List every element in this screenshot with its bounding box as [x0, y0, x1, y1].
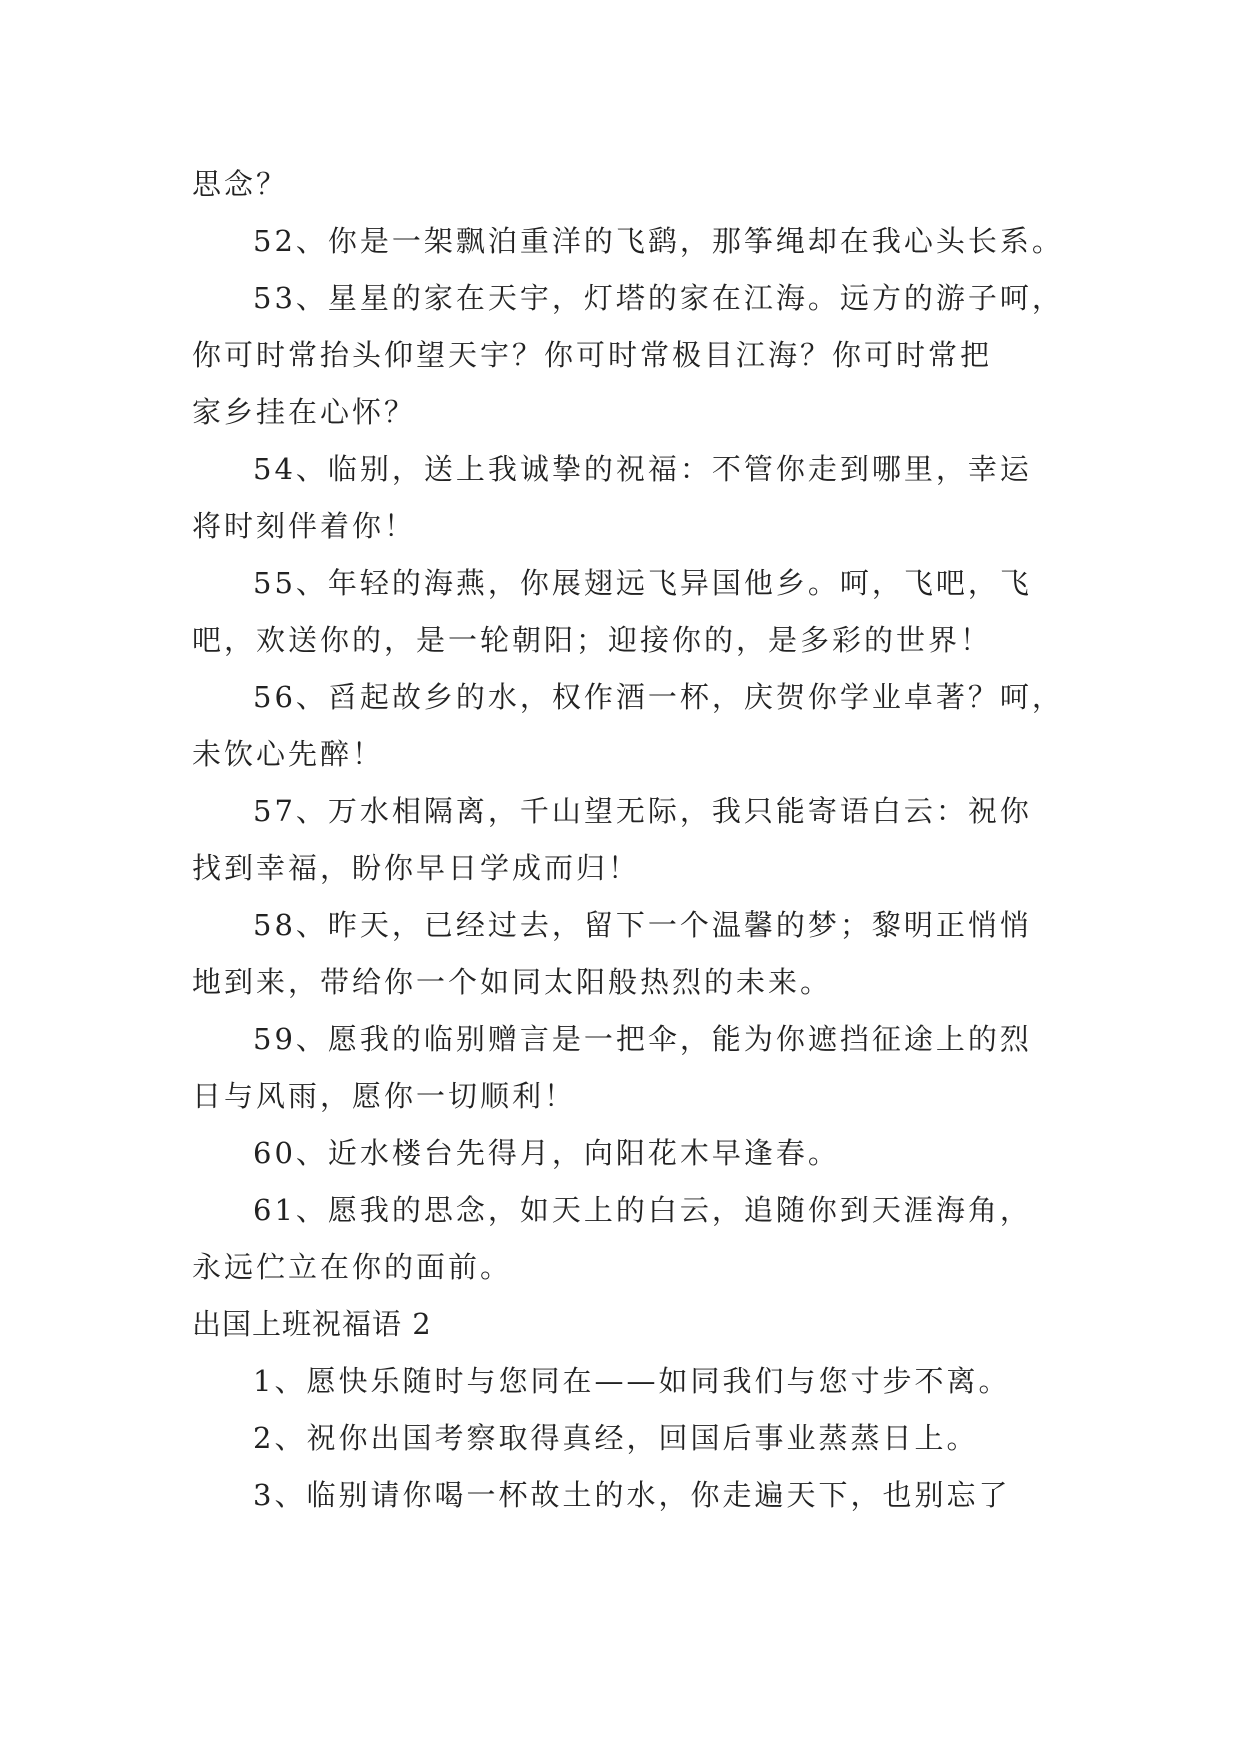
text-line: 57、万水相隔离，千山望无际，我只能寄语白云：祝你: [253, 794, 1032, 828]
text-line: 你可时常抬头仰望天宇？你可时常极目江海？你可时常把: [192, 338, 993, 372]
text-line: 将时刻伴着你！: [192, 509, 417, 543]
text-line: 54、临别，送上我诚挚的祝福：不管你走到哪里，幸运: [253, 452, 1032, 486]
text-line: 家乡挂在心怀？: [192, 395, 417, 429]
text-line: 59、愿我的临别赠言是一把伞，能为你遮挡征途上的烈: [253, 1022, 1032, 1056]
text-line: 56、舀起故乡的水，权作酒一杯，庆贺你学业卓著？呵，: [253, 680, 1064, 714]
text-line: 吧，欢送你的，是一轮朝阳；迎接你的，是多彩的世界！: [192, 623, 993, 657]
text-line: 地到来，带给你一个如同太阳般热烈的未来。: [192, 965, 833, 999]
text-line: 58、昨天，已经过去，留下一个温馨的梦；黎明正悄悄: [253, 908, 1032, 942]
text-line: 53、星星的家在天宇，灯塔的家在江海。远方的游子呵，: [253, 281, 1064, 315]
text-line: 永远伫立在你的面前。: [192, 1250, 513, 1284]
text-line: 52、你是一架飘泊重洋的飞鹞，那筝绳却在我心头长系。: [253, 224, 1064, 258]
text-line: 日与风雨，愿你一切顺利！: [192, 1079, 577, 1113]
text-line: 思念？: [192, 167, 289, 201]
text-line: 3、临别请你喝一杯故土的水，你走遍天下，也别忘了: [253, 1478, 1011, 1512]
text-line: 未饮心先醉！: [192, 737, 385, 771]
text-line: 60、近水楼台先得月，向阳花木早逢春。: [253, 1136, 840, 1170]
text-line: 1、愿快乐随时与您同在——如同我们与您寸步不离。: [253, 1364, 1011, 1398]
text-line: 找到幸福，盼你早日学成而归！: [192, 851, 641, 885]
text-line: 55、年轻的海燕，你展翅远飞异国他乡。呵，飞吧，飞: [253, 566, 1032, 600]
text-line: 61、愿我的思念，如天上的白云，追随你到天涯海角，: [253, 1193, 1032, 1227]
document-body: [192, 156, 1072, 1524]
text-line: 2、祝你出国考察取得真经，回国后事业蒸蒸日上。: [253, 1421, 979, 1455]
section-heading: 出国上班祝福语 2: [192, 1307, 432, 1341]
